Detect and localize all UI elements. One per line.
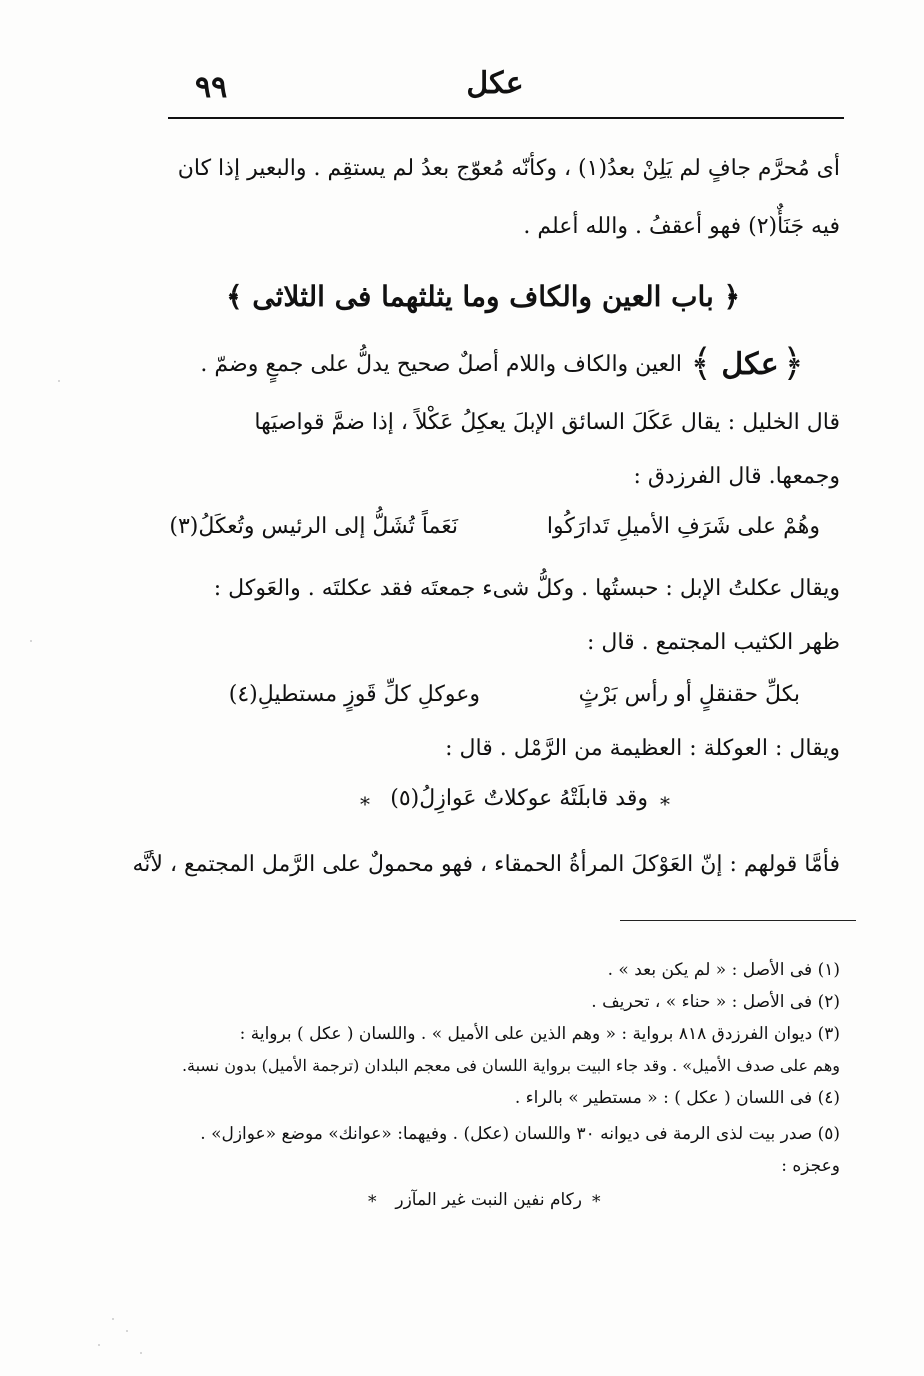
verse-1-second-hemistich: نَعَماً تُشَلُّ إلى الرئيس وتُعكَلُ(٣) [169, 514, 458, 539]
footnote-5-line-1: (٥) صدر بيت لذى الرمة فى ديوانه ٣٠ واللسان (عكل) . وفيهما: «عوانك» موضع «عوازل» . [200, 1124, 840, 1144]
body-line-1: أى مُحرَّم جافٍ لم يَلِنْ بعدُ(١) ، وكأنّه مُعوّج بعدُ لم يستقِم . والبعير إذا كان [177, 156, 840, 181]
verse-star-left: * [360, 792, 370, 816]
body-line-8: ويقال : العوكلة : العظيمة من الرَّمْل . قال : [445, 736, 840, 761]
entry-headword: عكل [721, 347, 779, 382]
verse-2-second-hemistich: وعوكلِ كلِّ قَوزٍ مستطيلِ(٤) [228, 682, 480, 707]
footnote-2: (٢) فى الأصل : « حناء » ، تحريف . [591, 992, 840, 1012]
page-number: ٩٩ [195, 70, 228, 105]
verse-3: وقد قابلَتْهُ عوكلاتٌ عَوازِلُ(٥) [390, 786, 648, 811]
footnote-4: (٤) فى اللسان ( عكل ) : « مستطير » بالراء . [514, 1088, 840, 1108]
scan-speck [98, 1344, 100, 1346]
footnote-1: (١) فى الأصل : « لم يكن بعد » . [607, 960, 840, 980]
footnote-3-line-1: (٣) ديوان الفرزدق ٨١٨ برواية : « وهم الذين على الأميل » . واللسان ( عكل ) برواية : [239, 1024, 840, 1044]
footnote-3-line-2: وهم على صدف الأميل» . وقد جاء البيت برواية اللسان فى معجم البلدان (ترجمة الأميل) بدون نسبة. [181, 1056, 840, 1075]
body-line-5: وجمعها. قال الفرزدق : [633, 464, 840, 489]
body-line-7: ظهر الكثيب المجتمع . قال : [586, 630, 840, 655]
entry-bracket-close: ﴾ [690, 341, 713, 385]
scan-speck [112, 1318, 114, 1320]
footnote-star-left: * [368, 1192, 377, 1212]
body-line-9: فأمَّا قولهم : إنّ العَوْكلَ المرأةُ الحمقاء ، فهو محمولٌ على الرَّمل المجتمع ، لأنَّه [132, 852, 840, 877]
header-rule [168, 117, 844, 119]
entry-bracket-open: ﴿ [782, 341, 805, 385]
scan-speck [126, 1330, 128, 1332]
entry-text: العين والكاف واللام أصلٌ صحيح يدلُّ على جمعٍ وضمّ . [200, 352, 682, 377]
body-line-4: قال الخليل : يقال عَكَلَ السائق الإبلَ يعكِلُ عَكْلاً ، إذا ضمَّ قواصيَها [254, 410, 840, 435]
body-line-6: ويقال عكلتُ الإبل : حبستُها . وكلُّ شىء جمعتَه فقد عكلتَه . والعَوكل : [213, 576, 840, 601]
body-line-2: فيه جَنَأٌ(٢) فهو أعقفُ . والله أعلم . [523, 214, 840, 239]
verse-1-first-hemistich: وهُمْ على شَرَفِ الأميلِ تَدارَكُوا [546, 514, 820, 539]
verse-2-first-hemistich: بكلِّ حقنقلٍ أو رأس بَرْثٍ [578, 682, 800, 707]
footnote-rule [620, 920, 856, 921]
section-heading: ﴿ باب العين والكاف وما يثلثهما فى الثلاثى ﴾ [226, 280, 740, 313]
footnote-5-verse: ركام نفين النبت غير المآزر [395, 1190, 582, 1210]
footnote-5-line-2: وعجزه : [781, 1156, 840, 1176]
running-title: عكل [466, 66, 524, 101]
scan-speck [58, 380, 60, 382]
scan-speck [140, 1352, 142, 1354]
scan-speck [30, 640, 32, 642]
verse-star-right: * [660, 792, 670, 816]
footnote-star-right: * [592, 1192, 601, 1212]
